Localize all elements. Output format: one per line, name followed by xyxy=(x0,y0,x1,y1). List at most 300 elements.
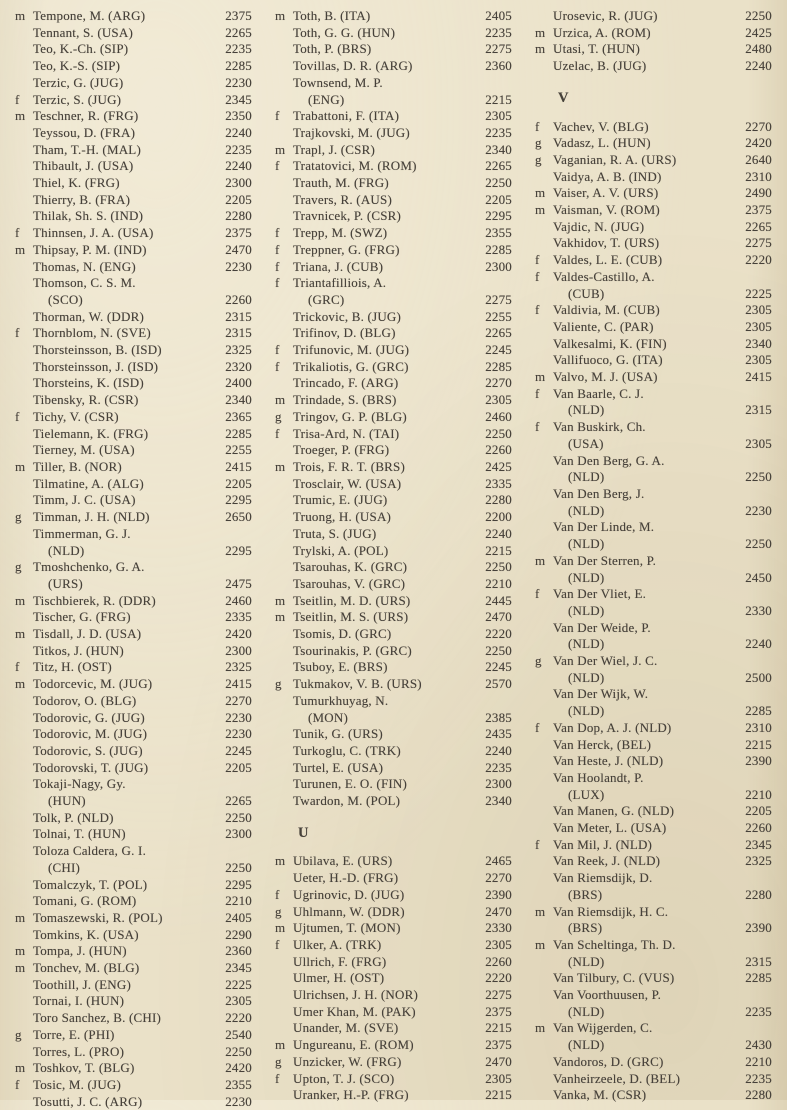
player-name xyxy=(33,492,218,509)
rating-list-entry xyxy=(532,252,772,269)
title-letter: f xyxy=(275,936,280,952)
player-name xyxy=(33,693,218,710)
player-name-line1: Van Scheltinga, Th. D. xyxy=(553,936,676,952)
player-name-line1: Unander, M. (SVE) xyxy=(293,1020,399,1036)
player-name-line1: Tsuboy, E. (BRS) xyxy=(293,659,388,675)
rating-list-entry xyxy=(532,58,772,75)
player-name xyxy=(293,543,478,560)
player-name-line1: Titkos, J. (HUN) xyxy=(33,642,124,658)
player-name-line1: Van Herck, (BEL) xyxy=(553,736,652,752)
title-letter: g xyxy=(535,653,542,669)
player-name xyxy=(293,676,478,693)
rating-list-entry xyxy=(272,125,512,142)
player-name xyxy=(33,75,218,92)
player-name xyxy=(33,993,218,1010)
player-name-line1: Tovillas, D. R. (ARG) xyxy=(293,58,413,74)
player-rating: 2270 xyxy=(225,692,252,708)
player-name-line1: Tornai, I. (HUN) xyxy=(33,993,125,1009)
player-name xyxy=(293,937,478,954)
title-letter: g xyxy=(15,1026,22,1042)
player-rating: 2295 xyxy=(485,208,512,224)
player-name xyxy=(33,342,218,359)
player-name-line1: Tosutti, J. C. (ARG) xyxy=(33,1093,143,1109)
player-rating: 2405 xyxy=(485,8,512,23)
player-name-line1: Trincado, F. (ARG) xyxy=(293,375,399,391)
player-name xyxy=(553,1071,738,1088)
player-rating: 2265 xyxy=(225,793,252,809)
player-name-line1: Valvo, M. J. (USA) xyxy=(553,369,658,385)
rating-list-entry xyxy=(272,75,512,108)
player-name xyxy=(293,954,478,971)
player-name-line1: Trifinov, D. (BLG) xyxy=(293,325,396,341)
title-letter: m xyxy=(15,909,26,925)
player-name xyxy=(293,509,478,526)
player-federation-line2: (USA) xyxy=(568,435,604,451)
player-name xyxy=(553,820,738,837)
player-name xyxy=(553,185,738,202)
player-name-line1: Thomson, C. S. M. xyxy=(33,275,136,291)
rating-column-2 xyxy=(272,8,512,1103)
player-name xyxy=(293,1020,478,1037)
player-name-line1: Uranker, H.-P. (FRG) xyxy=(293,1087,409,1103)
player-rating: 2205 xyxy=(225,475,252,491)
rating-list-entry xyxy=(12,375,252,392)
rating-list-entry xyxy=(12,710,252,727)
rating-list-entry xyxy=(272,659,512,676)
player-name xyxy=(553,904,738,937)
player-rating: 2220 xyxy=(485,970,512,986)
player-rating: 2305 xyxy=(745,435,772,451)
player-rating: 2430 xyxy=(745,1037,772,1053)
player-rating: 2405 xyxy=(225,909,252,925)
player-rating: 2215 xyxy=(485,542,512,558)
title-letter: m xyxy=(535,369,546,385)
player-name-line1: Thilak, Sh. S. (IND) xyxy=(33,208,144,224)
rating-list-entry xyxy=(532,269,772,302)
player-name-line1: Tempone, M. (ARG) xyxy=(33,8,146,23)
rating-list-entry xyxy=(12,943,252,960)
player-name xyxy=(33,1077,218,1094)
player-federation-line2: (NLD) xyxy=(568,536,605,552)
title-letter: f xyxy=(15,408,20,424)
rating-list-entry xyxy=(272,426,512,443)
player-rating: 2275 xyxy=(745,235,772,251)
player-name-line1: Tomaszewski, R. (POL) xyxy=(33,909,163,925)
rating-list-entry xyxy=(12,25,252,42)
rating-list-entry xyxy=(272,192,512,209)
player-name-line1: Todorovic, M. (JUG) xyxy=(33,726,148,742)
player-name-line1: Vaganian, R. A. (URS) xyxy=(553,151,677,167)
player-name-line1: Vallifuoco, G. (ITA) xyxy=(553,352,663,368)
player-name-line1: Tsomis, D. (GRC) xyxy=(293,626,392,642)
player-name-line1: Tham, T.-H. (MAL) xyxy=(33,141,141,157)
title-letter: m xyxy=(535,936,546,952)
rating-list-entry xyxy=(532,970,772,987)
player-name xyxy=(33,208,218,225)
player-name-line1: Thorman, W. (DDR) xyxy=(33,308,144,324)
player-name-line1: Terzic, G. (JUG) xyxy=(33,74,124,90)
rating-list-entry xyxy=(272,1087,512,1104)
player-rating: 2260 xyxy=(745,820,772,836)
player-name-line1: Truong, H. (USA) xyxy=(293,509,392,525)
player-name xyxy=(293,242,478,259)
player-name-line1: Teo, K.-Ch. (SIP) xyxy=(33,41,129,57)
rating-list-entry xyxy=(272,904,512,921)
player-name-line1: Tolnai, T. (HUN) xyxy=(33,826,126,842)
player-name xyxy=(33,158,218,175)
player-rating: 2375 xyxy=(485,1003,512,1019)
player-name-line1: Tierney, M. (USA) xyxy=(33,442,135,458)
player-rating: 2475 xyxy=(225,575,252,591)
player-rating: 2300 xyxy=(225,175,252,191)
player-rating: 2280 xyxy=(745,886,772,902)
rating-list-entry xyxy=(12,1010,252,1027)
player-rating: 2295 xyxy=(225,876,252,892)
player-name-line1: Van Manen, G. (NLD) xyxy=(553,803,675,819)
title-letter: m xyxy=(275,458,286,474)
player-name-line1: Ujtumen, T. (MON) xyxy=(293,920,401,936)
rating-list-entry xyxy=(532,219,772,236)
player-rating: 2365 xyxy=(225,408,252,424)
rating-list-entry xyxy=(12,259,252,276)
player-name xyxy=(553,152,738,169)
player-rating: 2300 xyxy=(225,642,252,658)
rating-list-entry xyxy=(532,486,772,519)
player-rating: 2215 xyxy=(485,1020,512,1036)
player-rating: 2305 xyxy=(485,108,512,124)
player-rating: 2460 xyxy=(485,408,512,424)
player-rating: 2280 xyxy=(485,492,512,508)
player-name xyxy=(293,760,478,777)
title-letter: f xyxy=(15,1077,20,1092)
player-name xyxy=(33,1027,218,1044)
rating-list-entry xyxy=(12,426,252,443)
rating-list-entry xyxy=(532,519,772,552)
rating-list-entry xyxy=(12,208,252,225)
player-name-line1: Timman, J. H. (NLD) xyxy=(33,509,150,525)
player-name xyxy=(33,960,218,977)
player-name-line1: Tomkins, K. (USA) xyxy=(33,926,139,942)
player-rating: 2345 xyxy=(225,960,252,976)
player-name xyxy=(33,192,218,209)
player-name-line1: Valdivia, M. (CUB) xyxy=(553,302,660,318)
player-name xyxy=(553,970,738,987)
player-name xyxy=(293,643,478,660)
player-name xyxy=(293,920,478,937)
rating-list-entry xyxy=(12,593,252,610)
rating-list-entry xyxy=(272,8,512,25)
title-letter: m xyxy=(15,943,26,959)
player-federation-line2: (NLD) xyxy=(568,669,605,685)
player-name xyxy=(293,58,478,75)
player-name xyxy=(293,375,478,392)
player-name xyxy=(33,41,218,58)
player-rating: 2315 xyxy=(745,953,772,969)
player-name-line1: Troeger, P. (FRG) xyxy=(293,442,390,458)
player-rating: 2205 xyxy=(225,759,252,775)
player-federation-line2: (BRS) xyxy=(568,920,603,936)
rating-list-entry xyxy=(12,559,252,592)
player-name-line1: Toth, B. (ITA) xyxy=(293,8,371,23)
player-name-line1: Van Riemsdijk, D. xyxy=(553,870,653,886)
player-name xyxy=(33,392,218,409)
title-letter: f xyxy=(15,91,20,107)
rating-list-entry xyxy=(272,509,512,526)
player-name-line1: Uhlmann, W. (DDR) xyxy=(293,903,405,919)
player-name-line1: Tukmakov, V. B. (URS) xyxy=(293,676,422,692)
rating-list-entry xyxy=(532,586,772,619)
player-name-line1: Van Mil, J. (NLD) xyxy=(553,836,653,852)
player-name-line1: Thierry, B. (FRA) xyxy=(33,191,131,207)
player-name-line1: Tomani, G. (ROM) xyxy=(33,893,137,909)
player-name-line1: Van Riemsdijk, H. C. xyxy=(553,903,669,919)
rating-list-entry xyxy=(12,826,252,843)
player-rating: 2275 xyxy=(485,41,512,57)
title-letter: m xyxy=(15,626,26,642)
player-name xyxy=(553,837,738,854)
player-name xyxy=(553,1087,738,1104)
rating-list-entry xyxy=(12,8,252,25)
rating-list-entry xyxy=(12,843,252,876)
rating-list-entry xyxy=(12,726,252,743)
player-name-line1: Van Der Weide, P. xyxy=(553,619,651,635)
rating-list-entry xyxy=(12,693,252,710)
player-rating: 2650 xyxy=(225,509,252,525)
player-name xyxy=(33,659,218,676)
rating-list-entry xyxy=(272,1004,512,1021)
player-rating: 2240 xyxy=(225,124,252,140)
rating-list-entry xyxy=(532,235,772,252)
player-name-line1: Urosevic, R. (JUG) xyxy=(553,8,658,23)
player-name xyxy=(553,58,738,75)
player-rating: 2205 xyxy=(745,803,772,819)
player-name-line1: Trumic, E. (JUG) xyxy=(293,492,388,508)
player-name xyxy=(553,169,738,186)
title-letter: m xyxy=(275,1037,286,1053)
player-name xyxy=(293,409,478,426)
player-name-line1: Tibensky, R. (CSR) xyxy=(33,392,139,408)
title-letter: f xyxy=(15,225,20,241)
player-rating: 2200 xyxy=(485,509,512,525)
title-letter: f xyxy=(275,342,280,358)
player-rating: 2375 xyxy=(225,8,252,23)
player-rating: 2285 xyxy=(485,241,512,257)
rating-list-entry xyxy=(12,927,252,944)
player-rating: 2265 xyxy=(225,24,252,40)
rating-list-entry xyxy=(272,920,512,937)
rating-list-entry xyxy=(12,526,252,559)
player-rating: 2490 xyxy=(745,185,772,201)
player-rating: 2235 xyxy=(485,124,512,140)
player-name-line1: Todorov, O. (BLG) xyxy=(33,692,137,708)
player-rating: 2230 xyxy=(225,74,252,90)
player-name xyxy=(33,259,218,276)
player-name-line1: Van Buskirk, Ch. xyxy=(553,419,646,435)
player-name-line1: Van Wijgerden, C. xyxy=(553,1020,653,1036)
player-name-line1: Tosic, M. (JUG) xyxy=(33,1077,122,1092)
rating-list-entry xyxy=(532,870,772,903)
player-rating: 2250 xyxy=(225,1043,252,1059)
player-name xyxy=(293,459,478,476)
player-rating: 2375 xyxy=(225,225,252,241)
player-name xyxy=(293,526,478,543)
player-name xyxy=(553,1054,738,1071)
player-rating: 2340 xyxy=(485,793,512,809)
rating-list-entry xyxy=(12,58,252,75)
player-rating: 2210 xyxy=(225,893,252,909)
player-name xyxy=(553,386,738,419)
player-rating: 2335 xyxy=(225,609,252,625)
rating-list-entry xyxy=(272,476,512,493)
rating-list-entry xyxy=(272,1071,512,1088)
player-rating: 2230 xyxy=(225,709,252,725)
player-name xyxy=(33,1010,218,1027)
player-rating: 2265 xyxy=(485,325,512,341)
player-name xyxy=(33,142,218,159)
player-rating: 2240 xyxy=(745,58,772,74)
title-letter: f xyxy=(275,425,280,441)
player-name xyxy=(553,586,738,619)
player-name-line1: Trosclair, W. (USA) xyxy=(293,475,402,491)
player-rating: 2210 xyxy=(745,786,772,802)
player-federation-line2: (SCO) xyxy=(48,291,83,307)
player-rating: 2245 xyxy=(225,742,252,758)
rating-list-entry xyxy=(12,743,252,760)
player-name-line1: Tilmatine, A. (ALG) xyxy=(33,475,144,491)
player-name xyxy=(33,710,218,727)
player-rating: 2240 xyxy=(485,525,512,541)
player-name xyxy=(293,743,478,760)
rating-list-entry xyxy=(272,325,512,342)
player-rating: 2250 xyxy=(485,425,512,441)
player-rating: 2275 xyxy=(485,987,512,1003)
player-federation-line2: (URS) xyxy=(48,575,83,591)
player-rating: 2325 xyxy=(745,853,772,869)
player-name xyxy=(293,559,478,576)
title-letter: f xyxy=(535,268,540,284)
player-rating: 2300 xyxy=(485,258,512,274)
rating-list-entry xyxy=(272,676,512,693)
player-rating: 2375 xyxy=(485,1037,512,1053)
player-name xyxy=(293,192,478,209)
player-rating: 2350 xyxy=(225,108,252,124)
rating-list-entry xyxy=(532,803,772,820)
rating-list-entry xyxy=(272,242,512,259)
rating-list-entry xyxy=(272,954,512,971)
player-name xyxy=(33,776,218,809)
player-name-line1: Van Dop, A. J. (NLD) xyxy=(553,719,672,735)
player-name-line1: Van Der Wiel, J. C. xyxy=(553,653,658,669)
player-name xyxy=(293,726,478,743)
player-name xyxy=(33,977,218,994)
player-name xyxy=(293,309,478,326)
rating-list-entry xyxy=(12,659,252,676)
rating-list-entry xyxy=(12,626,252,643)
rating-list-entry xyxy=(272,987,512,1004)
player-name-line1: Turkoglu, C. (TRK) xyxy=(293,742,401,758)
rating-list-entry xyxy=(532,419,772,452)
title-letter: f xyxy=(535,419,540,435)
player-name-line1: Trifunovic, M. (JUG) xyxy=(293,342,410,358)
player-name xyxy=(553,770,738,803)
rating-list-entry xyxy=(272,853,512,870)
rating-list-entry xyxy=(272,41,512,58)
rating-list-entry xyxy=(272,1020,512,1037)
player-name xyxy=(33,910,218,927)
player-name xyxy=(33,242,218,259)
rating-list-entry xyxy=(272,743,512,760)
player-name-line1: Torres, L. (PRO) xyxy=(33,1043,125,1059)
player-name xyxy=(293,342,478,359)
rating-list-entry xyxy=(532,1071,772,1088)
rating-list-entry xyxy=(532,653,772,686)
player-name-line1: Toro Sanchez, B. (CHI) xyxy=(33,1010,162,1026)
rating-list-entry xyxy=(272,887,512,904)
rating-list-entry xyxy=(12,1060,252,1077)
rating-list-entry xyxy=(12,41,252,58)
player-name xyxy=(33,526,218,559)
title-letter: f xyxy=(275,225,280,241)
rating-list-entry xyxy=(272,760,512,777)
player-name xyxy=(33,927,218,944)
title-letter: m xyxy=(535,24,546,40)
rating-list-entry xyxy=(532,135,772,152)
player-name xyxy=(33,877,218,894)
player-federation-line2: (HUN) xyxy=(48,793,86,809)
player-rating: 2220 xyxy=(745,252,772,268)
player-name-line1: Trickovic, B. (JUG) xyxy=(293,308,402,324)
player-rating: 2400 xyxy=(225,375,252,391)
player-name xyxy=(33,325,218,342)
player-rating: 2425 xyxy=(485,458,512,474)
player-name xyxy=(33,760,218,777)
player-name-line1: Timm, J. C. (USA) xyxy=(33,492,136,508)
title-letter: g xyxy=(535,151,542,167)
player-name xyxy=(553,1020,738,1053)
player-rating: 2210 xyxy=(745,1053,772,1069)
player-name xyxy=(553,352,738,369)
rating-list-entry xyxy=(272,309,512,326)
rating-list-entry xyxy=(532,202,772,219)
title-letter: m xyxy=(15,960,26,976)
player-rating: 2270 xyxy=(485,870,512,886)
player-name-line1: Tielemann, K. (FRG) xyxy=(33,425,149,441)
player-name-line1: Van Den Berg, G. A. xyxy=(553,452,665,468)
rating-list-entry xyxy=(12,242,252,259)
player-rating: 2250 xyxy=(485,175,512,191)
player-name-line1: Thorsteins, K. (ISD) xyxy=(33,375,144,391)
rating-list-entry xyxy=(272,1054,512,1071)
rating-list-entry xyxy=(12,1044,252,1061)
rating-list-entry xyxy=(532,987,772,1020)
player-name-line1: Trisa-Ard, N. (TAI) xyxy=(293,425,400,441)
player-name xyxy=(33,108,218,125)
player-rating: 2540 xyxy=(225,1026,252,1042)
player-name-line1: Vakhidov, T. (URS) xyxy=(553,235,660,251)
rating-list-entry xyxy=(272,937,512,954)
rating-list-entry xyxy=(272,342,512,359)
player-rating: 2315 xyxy=(745,402,772,418)
player-rating: 2290 xyxy=(225,926,252,942)
player-name-line1: Tseitlin, M. S. (URS) xyxy=(293,609,409,625)
player-name-line1: Trauth, M. (FRG) xyxy=(293,175,389,191)
player-rating: 2270 xyxy=(745,118,772,134)
player-rating: 2415 xyxy=(225,676,252,692)
player-name-line1: Toshkov, T. (BLG) xyxy=(33,1060,135,1076)
title-letter: f xyxy=(535,385,540,401)
rating-list-entry xyxy=(532,737,772,754)
player-name xyxy=(293,593,478,610)
